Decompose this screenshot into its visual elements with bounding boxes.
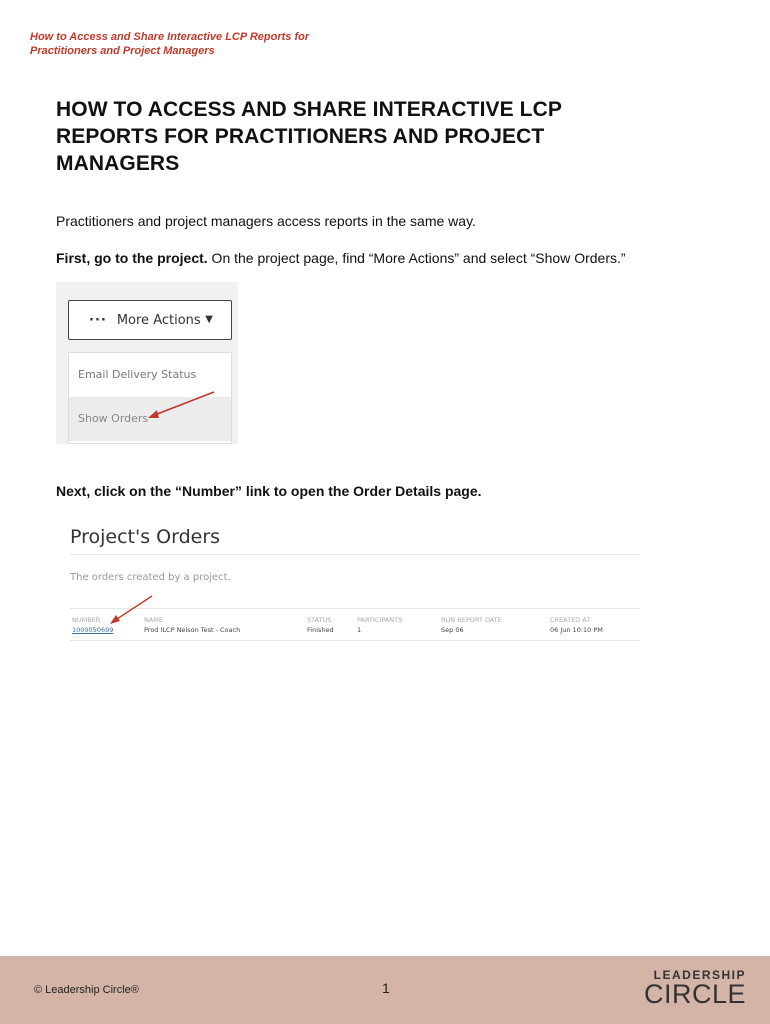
copyright-text: © Leadership Circle® xyxy=(34,984,139,996)
more-dots-icon: ··· xyxy=(89,312,107,328)
order-created-at: 06 Jun 10:10 PM xyxy=(550,626,603,634)
order-run-report-date: Sep 06 xyxy=(441,626,464,634)
order-status: Finished xyxy=(307,626,334,634)
order-name: Prod ILCP Nelson Test - Coach xyxy=(144,626,241,634)
running-header: How to Access and Share Interactive LCP Reports for Practitioners and Project Managers xyxy=(30,31,310,57)
menu-item-email-delivery-status[interactable]: Email Delivery Status xyxy=(78,368,197,381)
intro-paragraph: Practitioners and project managers access reports in the same way. xyxy=(56,213,476,229)
order-number-link[interactable]: 1000050699 xyxy=(72,626,114,634)
orders-subtitle: The orders created by a project. xyxy=(70,572,231,583)
more-actions-label: More Actions xyxy=(116,312,201,328)
annotation-arrow-icon xyxy=(56,282,238,444)
column-header-participants: PARTICIPANTS xyxy=(357,616,403,624)
column-header-created-at: CREATED AT xyxy=(550,616,591,624)
logo-bottom-text: CIRCLE xyxy=(643,979,746,1009)
caret-down-icon: ▼ xyxy=(205,314,213,325)
order-participants: 1 xyxy=(357,626,362,634)
page-number: 1 xyxy=(382,980,390,996)
column-header-run-report-date: RUN REPORT DATE xyxy=(441,616,502,624)
more-actions-screenshot xyxy=(56,282,238,444)
column-header-name: NAME xyxy=(144,616,164,624)
logo-top-text: LEADERSHIP xyxy=(653,968,746,982)
menu-item-show-orders[interactable]: Show Orders xyxy=(69,397,231,441)
step1-paragraph xyxy=(56,249,736,267)
step1-text: On the project page, find “More Actions” and select “Show Orders.” xyxy=(207,250,626,266)
column-header-status: STATUS xyxy=(307,616,332,624)
page-footer xyxy=(0,956,770,1024)
step1-bold: First, go to the project. xyxy=(56,250,208,266)
step2-paragraph: Next, click on the “Number” link to open the Order Details page. xyxy=(56,483,482,499)
document-title: HOW TO ACCESS AND SHARE INTERACTIVE LCP REPORTS FOR PRACTITIONERS AND PROJECT MANAGERS xyxy=(56,98,562,175)
projects-orders-screenshot xyxy=(70,520,640,645)
orders-title: Project's Orders xyxy=(70,526,221,548)
leadership-circle-logo xyxy=(636,968,746,1012)
column-header-number: NUMBER xyxy=(72,616,101,624)
annotation-arrow-icon xyxy=(70,520,190,645)
